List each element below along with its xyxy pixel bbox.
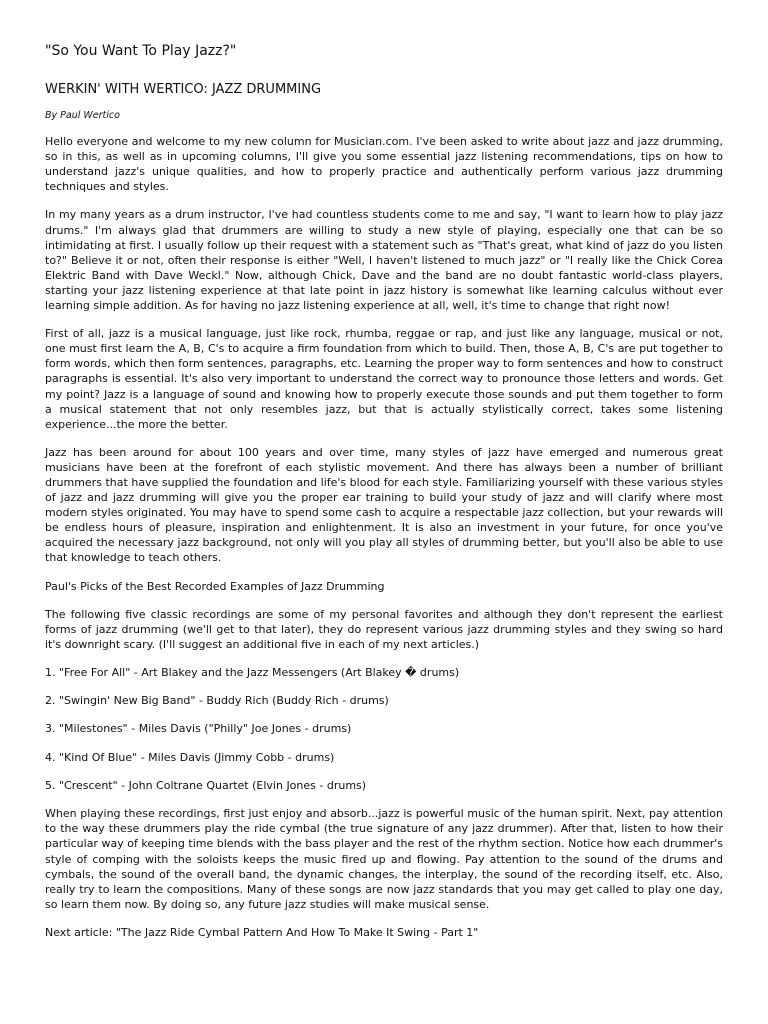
article-title: "So You Want To Play Jazz?" xyxy=(45,43,237,59)
next-article: Next article: "The Jazz Ride Cymbal Pattern And How To Make It Swing - Part 1" xyxy=(45,925,479,939)
author-byline: By Paul Wertico xyxy=(45,109,120,121)
list-item: 2. "Swingin' New Big Band" - Buddy Rich (Buddy Rich - drums) xyxy=(45,694,389,708)
paragraph-history: Jazz has been around for about 100 years and over time, many styles of jazz have emerged and numerous great musicians have been at the forefront of each stylistic movement. And there has always been a number of brilliant drummers that have supplied the foundation and life's blood for each style. Familiarizing yourself with these various styles of jazz and jazz drumming will give you the proper ear training to build your study of jazz and will clarify where most modern styles originated. You may have to spend some cash to acquire a respectable jazz collection, but your rewards will be endless hours of pleasure, inspiration and enlightenment. It is also an investment in your future, for once you've acquired the necessary jazz background, not only will you play all styles of drumming better, but you'll also be able to use that knowledge to teach others. xyxy=(45,445,723,565)
paragraph-intro: Hello everyone and welcome to my new column for Musician.com. I've been asked to write about jazz and jazz drumming, so in this, as well as in upcoming columns, I'll give you some essential jazz listening recommendations, tips on how to understand jazz's unique qualities, and how to properly practice and authentically perform various jazz drumming techniques and styles. xyxy=(45,135,723,194)
paragraph-closing: When playing these recordings, first just enjoy and absorb...jazz is powerful music of the human spirit. Next, pay attention to the way these drummers play the ride cymbal (the true signature of any jazz drummer). After that, listen to how their particular way of keeping time blends with the bass player and the rest of the rhythm section. Notice how each drummer's style of comping with the soloists keeps the music fired up and flowing. Pay attention to the sound of the drums and cymbals, the sound of the overall band, the dynamic changes, the interplay, the sound of the recording itself, etc. Also, really try to learn the compositions. Many of these songs are now jazz standards that you may get called to play one day, so learn them now. By doing so, any future jazz studies will make musical sense. xyxy=(45,807,723,911)
article xyxy=(45,43,723,953)
picks-heading: Paul's Picks of the Best Recorded Examples of Jazz Drumming xyxy=(45,579,385,593)
paragraph-language: First of all, jazz is a musical language, just like rock, rhumba, reggae or rap, and just like any language, musical or not, one must first learn the A, B, C's to acquire a firm foundation from which to build. Then, those A, B, C's are put together to form words, which then form sentences, paragraphs, etc. Learning the proper way to form sentences and how to construct paragraphs is essential. It's also very important to understand the correct way to pronounce those letters and words. Get my point? Jazz is a language of sound and knowing how to properly execute those sounds and put them together to form a musical statement that not only resembles jazz, but that is actually stylistically correct, takes some listening experience...the more the better. xyxy=(45,327,723,431)
paragraph-students: In my many years as a drum instructor, I've had countless students come to me and say, "I want to learn how to play jazz drums." I'm always glad that drummers are willing to study a new style of playing, especially one that can be so intimidating at first. I usually follow up their request with a statement such as "That's great, what kind of jazz do you listen to?" Believe it or not, often their response is either "Well, I haven't listened to much jazz" or "I really like the Chick Corea Elektric Band with Dave Weckl." Now, although Chick, Dave and the band are no doubt fantastic world-class players, starting your jazz listening experience at that late point in jazz history is somewhat like learning calculus without ever learning simple addition. As for having no jazz listening experience at all, well, it's time to change that right now! xyxy=(45,208,723,313)
list-item: 4. "Kind Of Blue" - Miles Davis (Jimmy Cobb - drums) xyxy=(45,750,335,764)
list-item: 3. "Milestones" - Miles Davis ("Philly" Joe Jones - drums) xyxy=(45,722,352,736)
list-item: 1. "Free For All" - Art Blakey and the Jazz Messengers (Art Blakey � drums) xyxy=(45,665,460,679)
list-item: 5. "Crescent" - John Coltrane Quartet (Elvin Jones - drums) xyxy=(45,779,367,792)
column-title: WERKIN' WITH WERTICO: JAZZ DRUMMING xyxy=(45,81,322,97)
picks-intro: The following five classic recordings are some of my personal favorites and although they don't represent the earliest forms of jazz drumming (we'll get to that later), they do represent various jazz drumming styles and they swing so hard it's downright scary. (I'll suggest an additional five in each of my next articles.) xyxy=(45,607,723,651)
picks-list xyxy=(45,665,723,793)
